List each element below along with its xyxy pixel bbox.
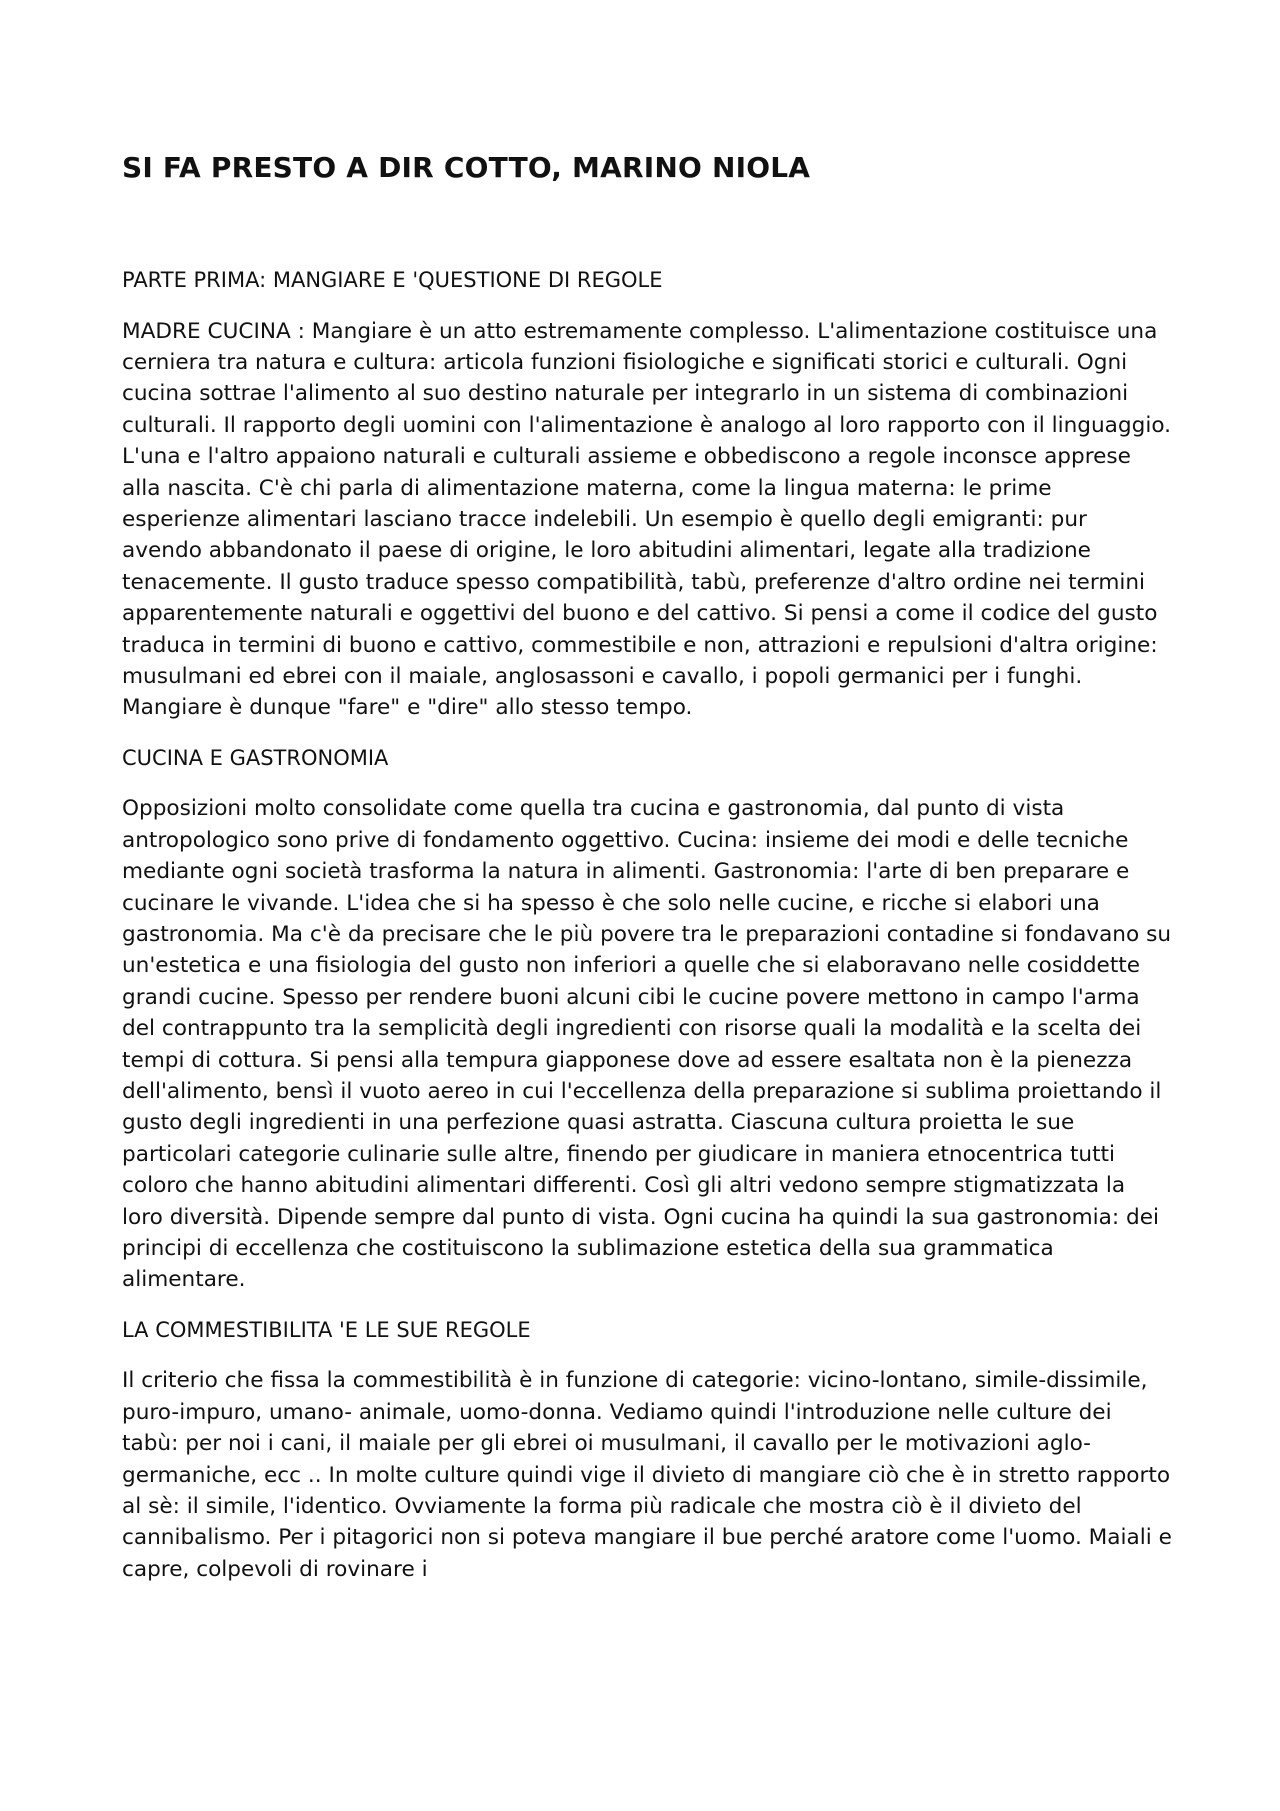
- section-paragraph: MADRE CUCINA : Mangiare è un atto estremamente complesso. L'alimentazione costituisce una cerniera tra natura e cultura: articola funzioni fisiologiche e significati storici e culturali. Ogni cucina sottrae l'alimento al suo destino naturale per integrarlo in un sistema di combinazioni culturali. Il rapporto degli uomini con l'alimentazione è analogo al loro rapporto con il linguaggio. L'una e l'altro appaiono naturali e culturali assieme e obbediscono a regole inconsce apprese alla nascita. C'è chi parla di alimentazione materna, come la lingua materna: le prime esperienze alimentari lasciano tracce indelebili. Un esempio è quello degli emigranti: pur avendo abbandonato il paese di origine, le loro abitudini alimentari, legate alla tradizione tenacemente. Il gusto traduce spesso compatibilità, tabù, preferenze d'altro ordine nei termini apparentemente naturali e oggettivi del buono e del cattivo. Si pensi a come il codice del gusto traduca in termini di buono e cattivo, commestibile e non, attrazioni e repulsioni d'altra origine: musulmani ed ebrei con il maiale, anglosassoni e cavallo, i popoli germanici per i funghi. Mangiare è dunque "fare" e "dire" allo stesso tempo.: [122, 318, 1172, 721]
- section-parte-prima: [122, 265, 1172, 724]
- section-paragraph: Opposizioni molto consolidate come quella tra cucina e gastronomia, dal punto di vista antropologico sono prive di fondamento oggettivo. Cucina: insieme dei modi e delle tecniche mediante ogni società trasforma la natura in alimenti. Gastronomia: l'arte di ben preparare e cucinare le vivande. L'idea che si ha spesso è che solo nelle cucine, e ricche si elabori una gastronomia. Ma c'è da precisare che le più povere tra le preparazioni contadine si fondavano su un'estetica e una fisiologia del gusto non inferiori a quelle che si elaboravano nelle cosiddette grandi cucine. Spesso per rendere buoni alcuni cibi le cucine povere mettono in campo l'arma del contrappunto tra la semplicità degli ingredienti con risorse quali la modalità e la scelta dei tempi di cottura. Si pensi alla tempura giapponese dove ad essere esaltata non è la pienezza dell'alimento, bensì il vuoto aereo in cui l'eccellenza della preparazione si sublima proiettando il gusto degli ingredienti in una perfezione quasi astratta. Ciascuna cultura proietta le sue particolari categorie culinarie sulle altre, finendo per giudicare in maniera etnocentrica tutti coloro che hanno abitudini alimentari differenti. Così gli altri vedono sempre stigmatizzata la loro diversità. Dipende sempre dal punto di vista. Ogni cucina ha quindi la sua gastronomia: dei principi di eccellenza che costituiscono la sublimazione estetica della sua grammatica alimentare.: [122, 796, 1172, 1293]
- section-heading: LA COMMESTIBILITA 'E LE SUE REGOLE: [122, 1317, 531, 1342]
- section-paragraph: Il criterio che fissa la commestibilità è in funzione di categorie: vicino-lontano, simile-dissimile, puro-impuro, umano- animale, uomo-donna. Vediamo quindi l'introduzione nelle culture dei tabù: per noi i cani, il maiale per gli ebrei oi musulmani, il cavallo per le motivazioni aglo-germaniche, ecc .. In molte culture quindi vige il divieto di mangiare ciò che è in stretto rapporto al sè: il simile, l'identico. Ovviamente la forma più radicale che mostra ciò è il divieto del cannibalismo. Per i pitagorici non si poteva mangiare il bue perché aratore come l'uomo. Maiali e capre, colpevoli di rovinare i: [122, 1368, 1172, 1582]
- section-heading: PARTE PRIMA: MANGIARE E 'QUESTIONE DI REGOLE: [122, 268, 663, 292]
- document-title: SI FA PRESTO A DIR COTTO, MARINO NIOLA: [122, 151, 811, 184]
- section-commestibilita: [122, 1315, 1172, 1585]
- section-heading: CUCINA E GASTRONOMIA: [122, 745, 389, 770]
- section-cucina-gastronomia: [122, 743, 1172, 1296]
- document-page: [122, 150, 1172, 1604]
